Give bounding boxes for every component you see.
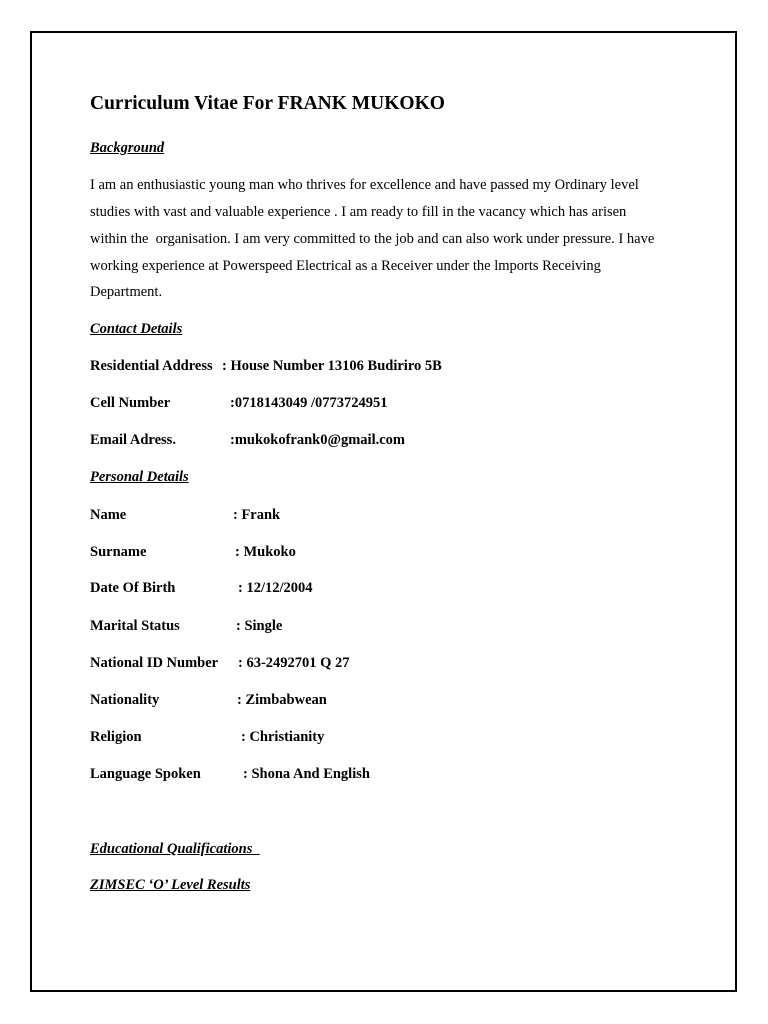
- national-id-label: National ID Number: [90, 655, 219, 671]
- address-value: : House Number 13106 Budiriro 5B: [222, 358, 442, 374]
- surname-value: : Mukoko: [235, 544, 296, 560]
- background-line: I am an enthusiastic young man who thrives for excellence and have passed my Ordinary level: [90, 177, 639, 193]
- dob-value: : 12/12/2004: [238, 580, 313, 596]
- cell-label: Cell Number: [90, 395, 171, 411]
- name-value: : Frank: [233, 507, 281, 523]
- religion-label: Religion: [90, 729, 142, 745]
- personal-heading: Personal Details: [90, 469, 189, 485]
- email-label: Email Adress.: [90, 432, 176, 448]
- language-label: Language Spoken: [90, 766, 201, 782]
- background-line: working experience at Powerspeed Electrical as a Receiver under the lmports Receiving: [90, 258, 601, 274]
- email-value: :mukokofrank0@gmail.com: [230, 432, 406, 448]
- nationality-label: Nationality: [90, 692, 160, 708]
- background-line: studies with vast and valuable experience . I am ready to fill in the vacancy which has arisen: [90, 204, 627, 220]
- background-heading: Background: [90, 140, 165, 156]
- religion-value: : Christianity: [241, 729, 325, 745]
- language-value: : Shona And English: [243, 766, 370, 782]
- marital-value: : Single: [236, 618, 283, 634]
- national-id-value: : 63-2492701 Q 27: [238, 655, 350, 671]
- background-line: Department.: [90, 284, 163, 300]
- dob-label: Date Of Birth: [90, 580, 176, 596]
- education-heading: Educational Qualifications: [90, 841, 260, 857]
- document-title: Curriculum Vitae For FRANK MUKOKO: [90, 93, 445, 114]
- contact-heading: Contact Details: [90, 321, 183, 337]
- background-line: within the organisation. I am very committed to the job and can also work under pressure. I have: [90, 231, 655, 247]
- nationality-value: : Zimbabwean: [237, 692, 327, 708]
- address-label: Residential Address: [90, 358, 213, 374]
- surname-label: Surname: [90, 544, 147, 560]
- cell-value: :0718143049 /0773724951: [230, 395, 388, 411]
- name-label: Name: [90, 507, 127, 523]
- marital-label: Marital Status: [90, 618, 180, 634]
- olevel-heading: ZIMSEC ‘O’ Level Results: [90, 877, 251, 893]
